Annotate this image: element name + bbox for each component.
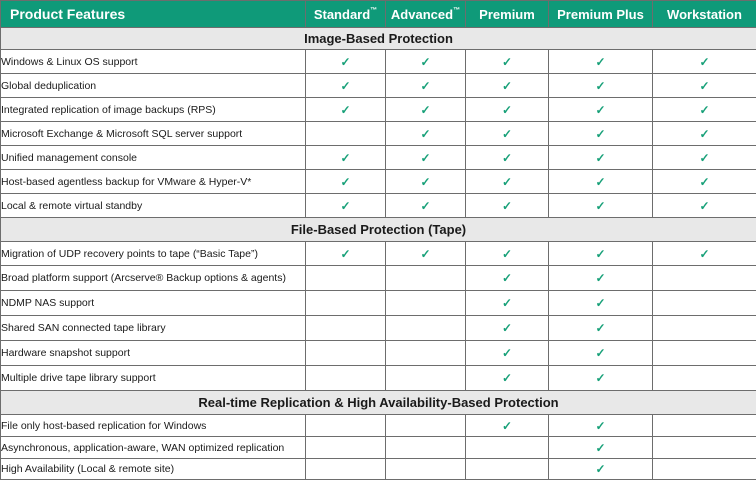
cell-advanced — [386, 291, 466, 316]
cell-standard — [306, 170, 386, 194]
check-icon: ✓ — [595, 54, 606, 69]
cell-standard — [306, 366, 386, 391]
feature-label: Hardware snapshot support — [1, 341, 306, 366]
cell-advanced — [386, 50, 466, 74]
feature-label: Multiple drive tape library support — [1, 366, 306, 391]
check-icon: ✓ — [699, 174, 710, 189]
cell-standard — [306, 437, 386, 459]
cell-standard — [306, 341, 386, 366]
check-icon: ✓ — [699, 150, 710, 165]
cell-standard — [306, 194, 386, 218]
check-icon: ✓ — [340, 174, 351, 189]
cell-workstation — [653, 194, 756, 218]
cell-standard — [306, 146, 386, 170]
table-row — [1, 266, 756, 291]
check-icon: ✓ — [420, 126, 431, 141]
check-icon: ✓ — [595, 271, 606, 285]
cell-workstation — [653, 50, 756, 74]
check-icon: ✓ — [501, 126, 513, 141]
check-icon: ✓ — [420, 54, 431, 69]
check-icon: ✓ — [501, 346, 513, 360]
cell-premium — [466, 74, 549, 98]
check-icon: ✓ — [501, 102, 513, 117]
table-row — [1, 98, 756, 122]
cell-standard — [306, 122, 386, 146]
cell-premium-plus — [549, 415, 653, 437]
cell-workstation — [653, 242, 756, 266]
cell-premium-plus — [549, 291, 653, 316]
feature-label: Migration of UDP recovery points to tape (“Basic Tape”) — [1, 242, 306, 266]
cell-standard — [306, 74, 386, 98]
cell-advanced — [386, 459, 466, 480]
check-icon: ✓ — [501, 174, 513, 189]
cell-premium — [466, 366, 549, 391]
cell-standard — [306, 98, 386, 122]
check-icon: ✓ — [699, 198, 710, 213]
check-icon: ✓ — [340, 150, 351, 165]
check-icon: ✓ — [420, 246, 431, 261]
cell-advanced — [386, 266, 466, 291]
cell-workstation — [653, 170, 756, 194]
cell-premium — [466, 437, 549, 459]
feature-label: Unified management console — [1, 146, 306, 170]
cell-standard — [306, 50, 386, 74]
check-icon: ✓ — [595, 296, 606, 310]
cell-standard — [306, 415, 386, 437]
feature-label: Integrated replication of image backups (RPS) — [1, 98, 306, 122]
cell-premium-plus — [549, 341, 653, 366]
header-product-features: Product Features — [1, 1, 306, 28]
cell-premium — [466, 146, 549, 170]
cell-advanced — [386, 415, 466, 437]
check-icon: ✓ — [699, 126, 710, 141]
cell-premium — [466, 415, 549, 437]
check-icon: ✓ — [420, 78, 431, 93]
check-icon: ✓ — [595, 102, 606, 117]
cell-workstation — [653, 341, 756, 366]
cell-premium-plus — [549, 98, 653, 122]
section-title: Real-time Replication & High Availability-Based Protection — [1, 391, 756, 415]
cell-workstation — [653, 459, 756, 480]
cell-workstation — [653, 366, 756, 391]
section-row — [1, 218, 756, 242]
cell-workstation — [653, 316, 756, 341]
feature-label: Host-based agentless backup for VMware & Hyper-V* — [1, 170, 306, 194]
feature-label: File only host-based replication for Windows — [1, 415, 306, 437]
cell-premium-plus — [549, 50, 653, 74]
check-icon: ✓ — [595, 462, 606, 476]
cell-standard — [306, 291, 386, 316]
header-premium-plus: Premium Plus — [549, 1, 653, 28]
header-workstation: Workstation — [653, 1, 756, 28]
cell-premium-plus — [549, 437, 653, 459]
table-row — [1, 242, 756, 266]
check-icon: ✓ — [595, 346, 606, 360]
table-header-row — [1, 1, 756, 28]
section-title: Image-Based Protection — [1, 28, 756, 50]
cell-workstation — [653, 74, 756, 98]
cell-premium — [466, 459, 549, 480]
check-icon: ✓ — [420, 198, 431, 213]
check-icon: ✓ — [420, 150, 431, 165]
cell-premium-plus — [549, 170, 653, 194]
table-row — [1, 146, 756, 170]
cell-premium — [466, 291, 549, 316]
cell-premium-plus — [549, 122, 653, 146]
check-icon: ✓ — [595, 246, 606, 261]
table-row — [1, 194, 756, 218]
cell-advanced — [386, 122, 466, 146]
check-icon: ✓ — [340, 246, 351, 261]
check-icon: ✓ — [595, 440, 606, 455]
cell-standard — [306, 316, 386, 341]
check-icon: ✓ — [595, 126, 606, 141]
cell-standard — [306, 242, 386, 266]
check-icon: ✓ — [340, 102, 351, 117]
cell-premium — [466, 341, 549, 366]
feature-label: Windows & Linux OS support — [1, 50, 306, 74]
table-row — [1, 291, 756, 316]
check-icon: ✓ — [501, 321, 513, 335]
feature-label: Broad platform support (Arcserve® Backup options & agents) — [1, 266, 306, 291]
cell-advanced — [386, 366, 466, 391]
feature-label: Global deduplication — [1, 74, 306, 98]
section-row — [1, 391, 756, 415]
check-icon: ✓ — [340, 78, 351, 93]
header-advanced: Advanced™ — [386, 1, 466, 28]
cell-standard — [306, 459, 386, 480]
cell-advanced — [386, 146, 466, 170]
check-icon: ✓ — [501, 198, 513, 213]
table-row — [1, 50, 756, 74]
cell-premium-plus — [549, 316, 653, 341]
check-icon: ✓ — [501, 246, 513, 261]
cell-premium-plus — [549, 266, 653, 291]
feature-label: Local & remote virtual standby — [1, 194, 306, 218]
cell-advanced — [386, 74, 466, 98]
cell-workstation — [653, 291, 756, 316]
cell-premium — [466, 242, 549, 266]
table-row — [1, 74, 756, 98]
check-icon: ✓ — [595, 418, 606, 433]
feature-label: Asynchronous, application-aware, WAN optimized replication — [1, 437, 306, 459]
cell-advanced — [386, 194, 466, 218]
cell-workstation — [653, 437, 756, 459]
cell-premium-plus — [549, 242, 653, 266]
header-premium: Premium — [466, 1, 549, 28]
cell-premium — [466, 194, 549, 218]
check-icon: ✓ — [501, 78, 513, 93]
feature-label: High Availability (Local & remote site) — [1, 459, 306, 480]
table-row — [1, 415, 756, 437]
cell-premium-plus — [549, 194, 653, 218]
cell-premium — [466, 98, 549, 122]
table-row — [1, 341, 756, 366]
cell-advanced — [386, 341, 466, 366]
check-icon: ✓ — [420, 102, 431, 117]
check-icon: ✓ — [595, 150, 606, 165]
check-icon: ✓ — [501, 150, 513, 165]
check-icon: ✓ — [699, 102, 710, 117]
cell-workstation — [653, 146, 756, 170]
feature-label: Microsoft Exchange & Microsoft SQL server support — [1, 122, 306, 146]
feature-label: NDMP NAS support — [1, 291, 306, 316]
cell-workstation — [653, 266, 756, 291]
cell-advanced — [386, 242, 466, 266]
cell-premium-plus — [549, 74, 653, 98]
cell-advanced — [386, 316, 466, 341]
section-row — [1, 28, 756, 50]
cell-advanced — [386, 170, 466, 194]
table-row — [1, 437, 756, 459]
cell-standard — [306, 266, 386, 291]
cell-premium — [466, 316, 549, 341]
check-icon: ✓ — [501, 418, 513, 433]
check-icon: ✓ — [340, 198, 351, 213]
check-icon: ✓ — [501, 54, 513, 69]
cell-workstation — [653, 415, 756, 437]
cell-workstation — [653, 122, 756, 146]
check-icon: ✓ — [501, 296, 513, 310]
cell-workstation — [653, 98, 756, 122]
cell-premium-plus — [549, 366, 653, 391]
check-icon: ✓ — [340, 54, 351, 69]
check-icon: ✓ — [595, 78, 606, 93]
check-icon: ✓ — [699, 246, 710, 261]
header-standard: Standard™ — [306, 1, 386, 28]
cell-premium — [466, 50, 549, 74]
check-icon: ✓ — [420, 174, 431, 189]
table-row — [1, 366, 756, 391]
check-icon: ✓ — [595, 321, 606, 335]
table-row — [1, 459, 756, 480]
check-icon: ✓ — [501, 371, 513, 385]
cell-premium — [466, 170, 549, 194]
cell-advanced — [386, 437, 466, 459]
table-row — [1, 316, 756, 341]
cell-premium — [466, 122, 549, 146]
table-row — [1, 122, 756, 146]
check-icon: ✓ — [501, 271, 513, 285]
check-icon: ✓ — [595, 371, 606, 385]
cell-advanced — [386, 98, 466, 122]
check-icon: ✓ — [699, 54, 710, 69]
check-icon: ✓ — [595, 198, 606, 213]
cell-premium-plus — [549, 459, 653, 480]
check-icon: ✓ — [699, 78, 710, 93]
cell-premium-plus — [549, 146, 653, 170]
section-title: File-Based Protection (Tape) — [1, 218, 756, 242]
feature-label: Shared SAN connected tape library — [1, 316, 306, 341]
check-icon: ✓ — [595, 174, 606, 189]
table-row — [1, 170, 756, 194]
cell-premium — [466, 266, 549, 291]
